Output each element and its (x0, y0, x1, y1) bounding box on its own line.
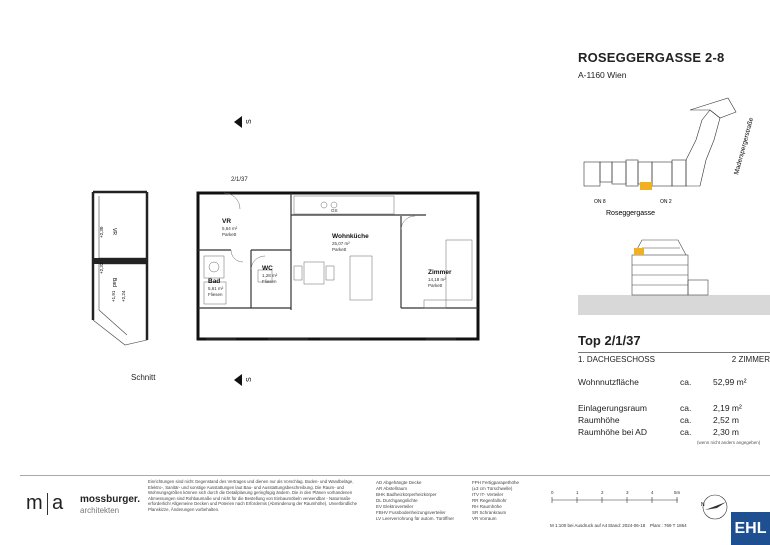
room-zimmer-area: 14,18 m² (428, 277, 446, 282)
unit-floor-row (578, 352, 770, 364)
legend-item: AD Abgehängte Decke (376, 480, 422, 485)
street-right: Maderspergerstraße (733, 116, 756, 176)
section-label-vr: VR (111, 228, 117, 235)
scale-tick: 0 (551, 490, 554, 495)
room-zimmer-name: Zimmer (428, 269, 452, 276)
unit-id: Top 2/1/37 (578, 333, 641, 348)
logo-bar (47, 493, 48, 515)
floor-plan (196, 190, 486, 350)
site-plan (578, 90, 770, 315)
section-marker-top (232, 112, 254, 132)
room-wohnkueche-name: Wohnküche (332, 233, 369, 240)
section-level-2: +2,32 (99, 262, 104, 274)
scale-tick: 1 (576, 490, 579, 495)
north-arrow-icon (700, 492, 730, 522)
legend-right (472, 480, 519, 522)
scale-tick: 2 (601, 490, 604, 495)
architect-name: mossburger. (80, 494, 141, 505)
schnitt-label: Schnitt (131, 373, 156, 382)
architect-sub: architekten (80, 506, 120, 515)
unit-floor: 1. DACHGESCHOSS (578, 355, 655, 364)
living-area-value: 52,99 m² (713, 377, 747, 387)
legend-item: VR Vorraum (472, 516, 497, 521)
room-bad-area: 5,61 m² (208, 286, 224, 291)
gs-label: GS (331, 208, 338, 213)
legend-item: DL Durchgangslichte (376, 498, 418, 503)
legend-item: (±3 cm Türschwelle) (472, 486, 513, 491)
project-city: A-1160 Wien (578, 70, 627, 80)
height-ca: ca. (680, 415, 692, 425)
legend-item: RR Regenfallrohr (472, 498, 507, 503)
legend-item: LV Leerverrohrung für autom. Türöffner (376, 516, 455, 521)
marker-right: ON 2 (660, 199, 672, 205)
section-level-1: +2,30 (99, 226, 104, 238)
living-area-ca: ca. (680, 377, 692, 387)
plan-number: Planr.: 769 T 1864 (650, 523, 687, 528)
room-vr-area: 5,64 m² (222, 226, 238, 231)
logo-m: m (26, 492, 43, 514)
section-marker-bottom-label: S (246, 377, 253, 382)
storage-label: Einlagerungsraum (578, 403, 647, 413)
stand: Stand: 2024-06-18 (608, 523, 646, 528)
legend-item: EV Elektroverteiler (376, 504, 414, 509)
legend-item: RH Raumhöhe (472, 504, 502, 509)
room-vr-floor: Parkett (222, 232, 237, 237)
storage-value: 2,19 m² (713, 403, 742, 413)
unit-rooms: 2 ZIMMER (731, 355, 770, 364)
scale-bar (548, 488, 688, 510)
section-drawing (85, 190, 165, 360)
marker-left: ON 8 (594, 199, 606, 205)
unit-tag: 2/1/37 (231, 177, 248, 183)
section-label-bad: Bad (111, 278, 117, 287)
room-wohnkueche-area: 25,07 m² (332, 241, 350, 246)
legend-item: BHK Badheizkörperheizkörper (376, 492, 437, 497)
legend-item: SR Schrankraum (472, 510, 507, 515)
section-level-4: +2,24 (121, 290, 126, 302)
height-ad-value: 2,30 m (713, 427, 739, 437)
ehl-logo: EHL (731, 512, 770, 545)
room-vr-name: VR (222, 218, 232, 225)
room-zimmer-floor: Parkett (428, 283, 443, 288)
room-bad-name: Bad (208, 278, 221, 285)
height-ad-ca: ca. (680, 427, 692, 437)
height-value: 2,52 m (713, 415, 739, 425)
legend-item: FBHV Fussbodenheizungsverteiler (376, 510, 446, 515)
section-highlight (634, 248, 644, 255)
street-bottom: Roseggergasse (606, 210, 656, 217)
section-marker-top-label: S (246, 119, 253, 124)
north-label: N (701, 502, 705, 508)
scale-note: M 1:100 bei Ausdruck auf A4 (550, 523, 608, 528)
scale-tick: 4 (651, 490, 654, 495)
room-wc-area: 1,28 m² (262, 273, 278, 278)
living-area-label: Wohnnutzfläche (578, 377, 639, 387)
section-marker-bottom (232, 370, 254, 390)
legend-item: ITV IT- Verteiler (472, 492, 504, 497)
footer-divider (20, 475, 770, 476)
room-wc-floor: Fliesen (262, 279, 277, 284)
height-ad-label: Raumhöhe bei AD (578, 427, 647, 437)
legend-item: FPH Fertigparapethöhe (472, 480, 520, 485)
disclaimer: Einrichtungen sind nicht Gegenstand des Vertrages und dienen nur als Vorschlag. Boden- und Wandbeläge, Elektro-, Sanitär- und sonstige Ausstattungen laut Bau- und Ausstattungsbeschreibung. Die Raum- und Wohnungsgrößen können sich durch die Detailplanung geringfügig ändern. Die in den Plänen vorhandenen Abmessungen sind Rohbaumaße und nicht für die Bestellung von Einbaumöbeln verwendbar - Naturmaße erforderlich! Allgemeine Decken und Poterien nach Erfordernis (Abminderung der Raumhöhe). Unverbindliche Planskizze, Änderungen vorbehalten. (148, 479, 357, 512)
scale-tick: 3 (626, 490, 629, 495)
scale-tick: 5m (674, 490, 681, 495)
section-level-3: +1,91 (111, 290, 116, 302)
legend-left (376, 480, 454, 522)
legend-item: AR Abstellraum (376, 486, 408, 491)
room-bad-floor: Fliesen (208, 292, 223, 297)
room-wc-name: WC (262, 265, 273, 272)
logo-a: a (52, 492, 64, 514)
storage-ca: ca. (680, 403, 692, 413)
project-title: ROSEGGERGASSE 2-8 (578, 50, 725, 65)
room-wohnkueche-floor: Parkett (332, 247, 347, 252)
height-label: Raumhöhe (578, 415, 620, 425)
unit-highlight (640, 182, 652, 190)
height-note: (wenn nicht anders angegeben) (697, 440, 761, 445)
